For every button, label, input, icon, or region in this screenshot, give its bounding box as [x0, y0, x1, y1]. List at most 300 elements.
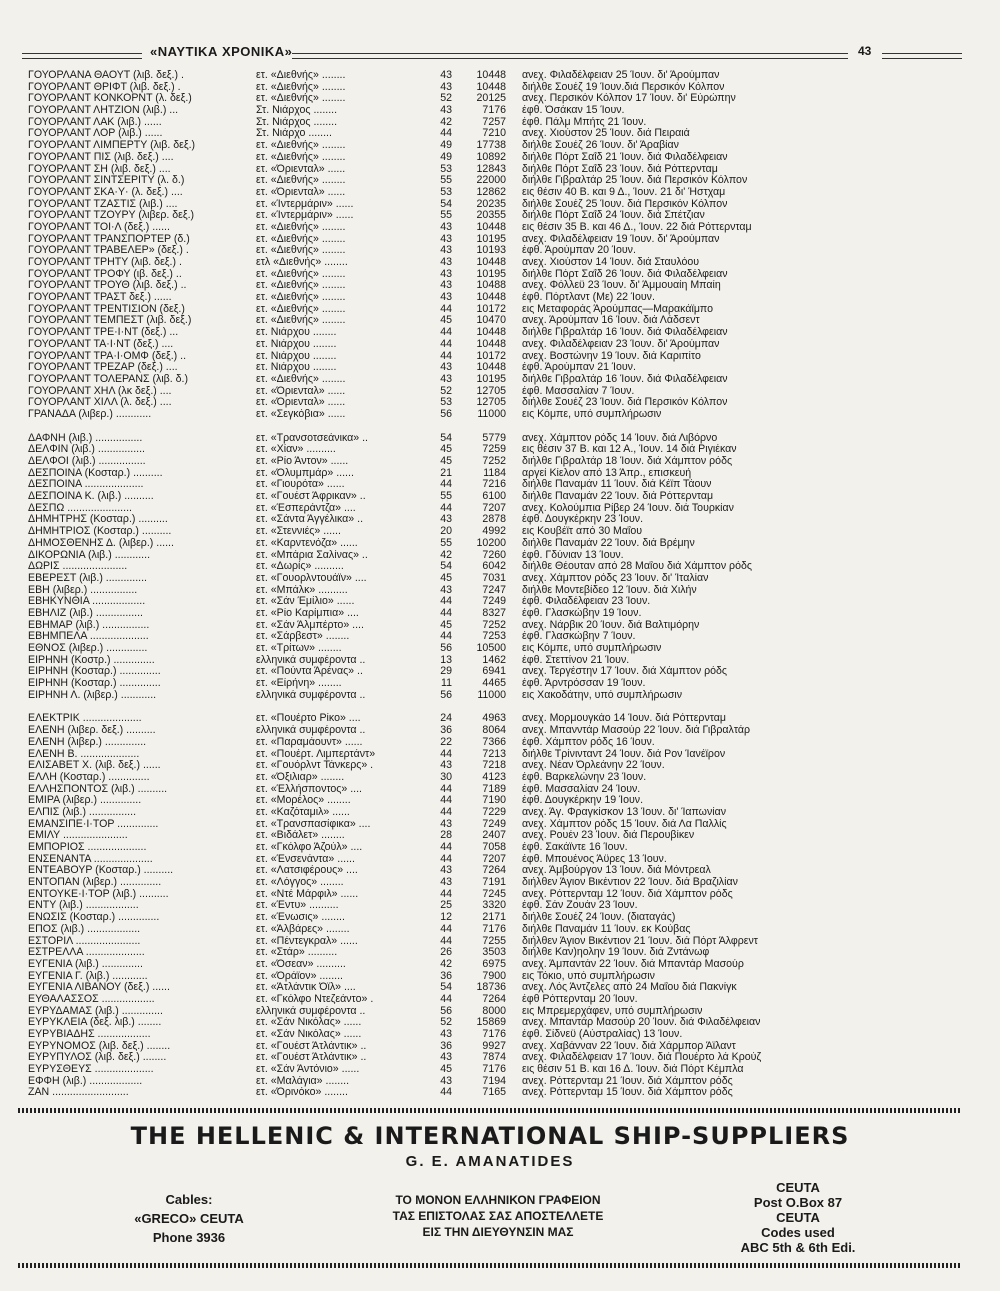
movement: ανεχ. Νάρβικ 20 Ίουν. διά Βαλτιμόρην: [522, 619, 700, 631]
tonnage: 10195: [476, 232, 506, 245]
ship-name: ΕΛΛΗΣΠΟΝΤΟΣ (λιβ.) ..........: [28, 783, 168, 795]
tonnage: 7245: [482, 887, 506, 900]
agent: ετ. «Γιουρότα» ......: [256, 479, 345, 491]
header-rule-middle: [292, 53, 848, 59]
ship-row: [28, 292, 948, 304]
movement: ανεχ. Φιλαδέλφειαν 23 Ίουν. δι' Άρούμπαν: [522, 338, 720, 350]
built-year: 44: [440, 606, 452, 619]
page-header: [22, 44, 962, 64]
built-year: 45: [440, 618, 452, 631]
ship-name: ΔΩΡΙΣ ......................: [28, 561, 128, 573]
movement: εις Κόμπε, υπό συμπλήρωσιν: [522, 408, 662, 420]
built-year: 43: [440, 256, 452, 268]
ship-name: ΕΦΦΗ (λιβ.) ..................: [28, 1075, 143, 1087]
tonnage: 7247: [482, 583, 506, 596]
ship-name: ΓΟΥΟΡΛΑΝΤ ΤΡΟΦΥ (ιβ. δεξ.) ..: [28, 268, 182, 280]
movement: έφθ. Γδύνιαν 13 Ίουν.: [522, 549, 624, 561]
agent: ετ. «Ίντερμάριν» ......: [256, 198, 354, 210]
tonnage: 7249: [482, 595, 506, 608]
movement: έφθ. Μπουένος Άϋρες 13 Ίουν.: [522, 853, 667, 865]
ship-name: ΕΠΟΣ (λιβ.) ..................: [28, 923, 141, 935]
movement: εις θέσιν 37 Β. και 12 Α., Ίουν. 14 διά Ριγιέκαν: [522, 444, 737, 456]
tonnage: 10195: [476, 267, 506, 280]
ship-row: [28, 643, 948, 655]
ad-right-line: ABC 5th & 6th Edi.: [740, 1240, 856, 1255]
movement: έφθ. Σακάϊντε 16 Ίουν.: [522, 842, 628, 853]
movement: διήλθε Πόρτ Σαΐδ 26 Ίουν. διά Φιλαδέλφειαν: [522, 268, 728, 280]
ship-name: ΔΕΣΠΟΙΝΑ ....................: [28, 479, 144, 491]
agent: ετ. «Σάρβεστ» ........: [256, 631, 350, 643]
movement: ανεχ. Βοστώνην 19 Ίουν. διά Καριπίτο: [522, 350, 701, 362]
built-year: 12: [440, 911, 452, 924]
movement: διήλθε Πόρτ Σαΐδ 23 Ίουν. διά Ρόττερνταμ: [522, 163, 718, 175]
movement: έφθ. Πόρτλαντ (Με) 22 Ίουν.: [522, 292, 655, 304]
built-year: 52: [440, 1016, 452, 1029]
movement: ανεχ. Άρούμπαν 16 Ίουν. διά Λάδσεντ: [522, 315, 700, 327]
movement: διήλθε Σουέζ 25 Ίουν. διά Περσικόν Κόλπον: [522, 198, 728, 210]
tonnage: 9927: [482, 1039, 506, 1052]
agent: ετ. «Λατσιφέρους» ....: [256, 865, 358, 877]
movement: ανεχ. Άμπαντάν 22 Ίουν. διά Μπαντάρ Μασούρ: [522, 958, 744, 970]
ship-name: ΖΑΝ ..........................: [28, 1087, 129, 1099]
built-year: 44: [440, 794, 452, 807]
ship-name: ΓΟΥΟΡΛΑΝΤ ΘΡΙΦΤ (λιβ. δεξ.) .: [28, 81, 181, 93]
agent: ετ. «Μπάρια Σαλίνας» ..: [256, 549, 368, 561]
agent: ετ. «Λόγγος» ........: [256, 877, 344, 889]
tonnage: 10200: [476, 536, 506, 549]
ship-row: [28, 959, 948, 971]
ship-name: ΕΥΡΥΚΛΕΙΑ (δεξ. λιβ.) ........: [28, 1017, 162, 1029]
movement: έφθ. Σάν Ζουάν 23 Ίουν.: [522, 900, 638, 912]
ship-name: ΕΙΡΗΝΗ (Κοσταρ.) ..............: [28, 678, 161, 690]
movement: έφθ. Γλασκώβην 7 Ίουν.: [522, 631, 636, 643]
ship-name: ΔΙΚΟΡΩΝΙΑ (λιβ.) ............: [28, 549, 151, 561]
ship-name: ΕΛΛΗ (Κοσταρ.) ..............: [28, 771, 150, 783]
agent: ετ. «Διεθνής» ........: [256, 221, 346, 233]
tonnage: 15869: [476, 1016, 506, 1029]
tonnage: 7191: [482, 876, 506, 889]
ship-name: ΕΛΕΝΗ (λιβερ.) ..............: [28, 736, 147, 748]
tonnage: 7253: [482, 630, 506, 643]
ship-name: ΔΕΣΠΩ ......................: [28, 502, 132, 514]
agent: ετ. «Ένσενάντα» ......: [256, 853, 355, 865]
ship-section: [28, 433, 948, 702]
tonnage: 7058: [482, 841, 506, 853]
built-year: 49: [440, 139, 452, 152]
tonnage: 4963: [482, 712, 506, 725]
movement: ανεχ. Τεργέστην 17 Ίουν. διά Χάμπτον ρόδς: [522, 666, 727, 678]
tonnage: 7213: [482, 747, 506, 760]
movement: διήλθε Παναμάν 11 Ίουν. εκ Κούβας: [522, 923, 691, 935]
journal-title: «ΝΑΥΤΙΚΑ ΧΡΟΝΙΚΑ»: [150, 44, 293, 59]
ship-row: [28, 152, 948, 164]
built-year: 44: [440, 127, 452, 140]
agent: ετ. «Διεθνής» ........: [256, 81, 346, 93]
tonnage: 10448: [476, 326, 506, 339]
built-year: 44: [440, 922, 452, 935]
ad-mid-line: ΕΙΣ ΤΗΝ ΔΙΕΥΘΥΝΣΙΝ ΜΑΣ: [422, 1225, 574, 1239]
agent: ετ. «Γουέστ Άτλάντικ» ..: [256, 1040, 367, 1052]
tonnage: 7257: [482, 115, 506, 128]
built-year: 45: [440, 1063, 452, 1076]
movement: έφθ. Δουγκέρκην 19 Ίουν.: [522, 795, 644, 807]
built-year: 44: [440, 302, 452, 315]
tonnage: 7190: [482, 794, 506, 807]
movement: εις θέσιν 51 Β. και 16 Δ. Ίουν. διά Πόρτ Κέμπλα: [522, 1064, 744, 1076]
built-year: 22: [440, 735, 452, 748]
ship-name: ΔΑΦΝΗ (λιβ.) ................: [28, 432, 143, 444]
tonnage: 10448: [476, 80, 506, 93]
advertisement: [18, 1108, 962, 1268]
built-year: 55: [440, 209, 452, 222]
tonnage: 17738: [476, 139, 506, 152]
ship-name: ΓΟΥΟΡΛΑΝΤ ΛΟΡ (λιβ.) ......: [28, 128, 163, 140]
agent: ετ. Νιάρχου ........: [256, 362, 337, 374]
movement: ανεχ. Άγ. Φραγκίσκον 13 Ίουν. δι' Ίαπωνίαν: [522, 806, 727, 818]
ship-name: ΓΟΥΟΡΛΑΝΤ ΧΗΛ (λκ δεξ.) ....: [28, 385, 172, 397]
tonnage: 7260: [482, 548, 506, 561]
ship-row: [28, 105, 948, 117]
movement: διήλθε Πόρτ Σαΐδ 24 Ίουν. διά Σπέτζιαν: [522, 210, 705, 222]
movement: ανεχ. Φιλαδέλφειαν 19 Ίουν. δι' Άρούμπαν: [522, 233, 720, 245]
agent: ετ. «Γκόλφο Ντεζεάντο» .: [256, 993, 374, 1005]
movement: διήλθε Τρίνινταντ 24 Ίουν. διά Ρον Ίανέϊρον: [522, 748, 726, 760]
agent: ετ. «Όριενταλ» ......: [256, 397, 346, 409]
agent: ετ. «Άτλάντικ Όϊλ» ....: [256, 982, 356, 994]
built-year: 45: [440, 314, 452, 327]
ship-listing: [28, 70, 948, 1111]
movement: εις Τόκιο, υπό συμπλήρωσιν: [522, 970, 655, 982]
ship-row: [28, 456, 948, 468]
ship-name: ΔΗΜΟΣΘΕΝΗΣ Δ. (λιβερ.) ......: [28, 537, 174, 549]
ad-right-line: Post O.Box 87: [753, 1195, 843, 1210]
ad-right-line: CEUTA: [776, 1210, 820, 1225]
agent: ετ. «Έντυ» ..........: [256, 900, 339, 912]
ship-name: ΕΥΡΥΒΙΑΔΗΣ ..................: [28, 1029, 151, 1040]
built-year: 44: [440, 887, 452, 900]
agent: ετ. Νιάρχου ........: [256, 350, 337, 362]
tonnage: 10195: [476, 372, 506, 385]
built-year: 43: [440, 864, 452, 877]
ship-name: ΕΥΡΥΣΘΕΥΣ ....................: [28, 1064, 154, 1076]
tonnage: 7252: [482, 455, 506, 467]
page-number: 43: [858, 44, 872, 58]
ship-name: ΕΘΝΟΣ (λιβερ.) ..............: [28, 643, 148, 654]
built-year: 44: [440, 337, 452, 350]
movement: εις θέσιν 35 Β. και 46 Δ., Ίουν. 22 διά Ρόττερνταμ: [522, 221, 752, 233]
agent: ετ. «Γουέστ Άφρικαν» ..: [256, 491, 366, 503]
tonnage: 7176: [482, 1028, 506, 1040]
movement: ανεχ. Κολούμπια Ρίβερ 24 Ίουν. διά Τουρκίαν: [522, 502, 734, 514]
agent: ετ. «Τρίτων» ........: [256, 643, 342, 654]
movement: έφθ. Μασσαλίαν 7 Ίουν.: [522, 385, 635, 397]
tonnage: 7229: [482, 805, 506, 818]
ship-name: ΓΟΥΟΡΛΑΝΤ ΛΗΤΖΙΟΝ (λιβ.) ...: [28, 105, 179, 117]
built-year: 43: [440, 583, 452, 596]
built-year: 43: [440, 372, 452, 385]
tonnage: 10193: [476, 244, 506, 257]
ship-row: [28, 737, 948, 749]
movement: ανεχ. Χιούστον 14 Ίουν. διά Σταυλόου: [522, 257, 700, 268]
tonnage: 7216: [482, 478, 506, 491]
ship-name: ΓΟΥΟΡΛΑΝΤ ΛΑΚ (λιβ.) ......: [28, 116, 162, 128]
agent: ελληνικά συμφέροντα ..: [256, 689, 366, 701]
ship-name: ΓΟΥΟΡΛΑΝΤ ΧΙΛΛ (λ. δεξ.) ....: [28, 397, 172, 409]
ship-name: ΔΗΜΗΤΡΙΟΣ (Κοσταρ.) ..........: [28, 526, 172, 538]
ship-row: [28, 807, 948, 819]
ship-name: ΓΟΥΟΡΛΑΝΤ ΤΖΟΥΡΥ (λιβερ. δεξ.): [28, 210, 195, 222]
ship-name: ΓΟΥΟΡΛΑΝΤ ΤΟΙ·Λ (δεξ.) ......: [28, 221, 170, 233]
tonnage: 6100: [482, 490, 506, 503]
tonnage: 10448: [476, 337, 506, 350]
tonnage: 10448: [476, 256, 506, 268]
built-year: 43: [440, 759, 452, 772]
ship-name: ΕΜΑΝΣΙΠΕ·Ι·ΤΟΡ ..............: [28, 818, 159, 830]
built-year: 44: [440, 841, 452, 853]
tonnage: 10448: [476, 291, 506, 304]
ship-name: ΓΟΥΟΡΛΑΝΤ ΤΡΑΣΤ δεξ.) ......: [28, 292, 172, 304]
built-year: 42: [440, 957, 452, 970]
tonnage: 7207: [482, 852, 506, 865]
tonnage: 20235: [476, 197, 506, 210]
built-year: 28: [440, 829, 452, 842]
movement: ανεχ. Περσικόν Κόλπον 17 Ίουν. δι' Εύρώπην: [522, 93, 736, 105]
movement: διήλθεν Άγιον Βικέντιον 22 Ίουν. διά Βραζιλίαν: [522, 877, 738, 889]
tonnage: 7900: [482, 969, 506, 982]
built-year: 55: [440, 536, 452, 549]
ad-greek-notice: [318, 1192, 678, 1240]
movement: διήλθε Παναμάν 22 Ίουν. διά Βρέμην: [522, 537, 695, 549]
agent: Στ. Νιάρχος ........: [256, 105, 338, 117]
ad-left-line: «GRECO» CEUTA: [134, 1211, 244, 1226]
tonnage: 5779: [482, 431, 506, 444]
tonnage: 7218: [482, 759, 506, 772]
tonnage: 10488: [476, 279, 506, 292]
agent: ετ. «Όσεαν» ..........: [256, 958, 346, 970]
ship-name: ΓΟΥΟΡΛΑΝΑ ΘΑΟΥΤ (λιβ. δεξ.) .: [28, 70, 184, 81]
ad-right-line: Codes used: [761, 1225, 835, 1240]
ship-row: [28, 690, 948, 702]
movement: διήλθε Θέουταν από 28 Μαΐου διά Χάμπτον ρόδς: [522, 561, 752, 573]
tonnage: 20125: [476, 92, 506, 105]
agent: ετ. «Πουέρτο Ρίκο» ....: [256, 713, 361, 725]
movement: εις Κόμπε, υπό συμπλήρωσιν: [522, 643, 662, 654]
ship-section: [28, 713, 948, 1099]
agent: Στ. Νιάρχο ........: [256, 128, 332, 140]
built-year: 49: [440, 150, 452, 163]
tonnage: 7255: [482, 934, 506, 947]
tonnage: 7176: [482, 922, 506, 935]
built-year: 44: [440, 595, 452, 608]
built-year: 53: [440, 185, 452, 198]
agent: ετ. «Πούντα Άρένας» ..: [256, 666, 363, 678]
movement: αργεί Κίελον από 13 Άπρ., επισκευή: [522, 467, 692, 479]
tonnage: 12862: [476, 185, 506, 198]
built-year: 43: [440, 291, 452, 304]
movement: ανεχ. Νέαν Όρλεάνην 22 Ίουν.: [522, 760, 665, 772]
ship-row: [28, 842, 948, 854]
built-year: 43: [440, 876, 452, 889]
agent: ετ. «Βιδάλετ» ........: [256, 830, 345, 842]
agent: ετ. «Όριενταλ» ......: [256, 186, 346, 198]
tonnage: 7194: [482, 1074, 506, 1087]
ship-name: ΕΥΡΥΝΟΜΟΣ (λιβ. δεξ.) ........: [28, 1040, 171, 1052]
built-year: 43: [440, 80, 452, 93]
tonnage: 10448: [476, 69, 506, 81]
ship-row: [28, 187, 948, 199]
agent: ετ. «Τρανσοτσεάνικα» ..: [256, 432, 368, 444]
ship-name: ΓΟΥΟΡΛΑΝΤ ΤΟΛΕΡΑΝΣ (λιβ. δ.): [28, 373, 189, 385]
ship-name: ΕΝΤΟΥΚΕ·Ι·ΤΟΡ (λιβ.) ..........: [28, 888, 169, 900]
agent: ετ. «Όρινόκο» ........: [256, 1087, 348, 1099]
agent: Στ. Νιάρχος ........: [256, 116, 338, 128]
tonnage: 12705: [476, 384, 506, 397]
ship-name: ΕΒΗΚΥΝΘΙΑ ..................: [28, 596, 146, 608]
built-year: 11: [441, 677, 452, 690]
built-year: 26: [440, 946, 452, 959]
built-year: 42: [440, 115, 452, 128]
built-year: 43: [440, 1051, 452, 1064]
movement: διήλθε Γιβραλτάρ 25 Ίουν. διά Περσικόν Κόλπον: [522, 175, 748, 187]
built-year: 36: [440, 1039, 452, 1052]
agent: ετ. «Πέντεγκραλ» ......: [256, 935, 358, 947]
ship-name: ΕΙΡΗΝΗ (Κοστρ.) ..............: [28, 654, 155, 666]
ship-name: ΕΝΩΣΙΣ (Κοσταρ.) ..............: [28, 912, 160, 924]
ship-name: ΕΒΕΡΕΣΤ (λιβ.) ..............: [28, 572, 147, 584]
ad-right-line: CEUTA: [776, 1180, 820, 1195]
agent: ετ. «Διεθνής» ........: [256, 175, 346, 187]
ship-name: ΕΜΙΡΑ (λιβερ.) ..............: [28, 795, 142, 807]
agent: ετ. «Γουόρλντ Τάνκερς» .: [256, 760, 374, 772]
movement: ανεχ. Ρόττερνταμ 12 Ίουν. διά Χάμπτον ρόδς: [522, 888, 733, 900]
agent: ετ. Νιάρχου ........: [256, 338, 337, 350]
agent: ετ. «Διεθνής» ........: [256, 151, 346, 163]
agent: ετ. «Μορέλος» ........: [256, 795, 351, 807]
tonnage: 7210: [482, 127, 506, 140]
agent: ετ. «Πουέρτ. Λιμπερτάντ»: [256, 748, 376, 760]
tonnage: 6975: [482, 957, 506, 970]
tonnage: 8000: [482, 1004, 506, 1017]
built-year: 24: [440, 712, 452, 725]
agent: ετ. «Διεθνής» ........: [256, 70, 346, 81]
ad-left-line: Phone 3936: [152, 1230, 226, 1245]
ship-row: [28, 1064, 948, 1076]
agent: ετ. «Όριενταλ» ......: [256, 163, 346, 175]
ship-name: ΓΟΥΟΡΛΑΝΤ ΣΚΑ·Υ· (λ. δεξ.) ....: [28, 186, 183, 198]
ship-row: [28, 409, 948, 421]
movement: έφθ. Φιλαδέλφειαν 23 Ίουν.: [522, 596, 651, 608]
built-year: 44: [440, 992, 452, 1005]
ship-name: ΓΟΥΟΡΛΑΝΤ ΛΙΜΠΕΡΤΥ (λιβ. δεξ.): [28, 140, 196, 152]
ship-name: ΕΒΗΜΠΕΛΑ ....................: [28, 631, 149, 643]
tonnage: 1462: [482, 653, 506, 666]
built-year: 36: [440, 969, 452, 982]
movement: εις Χακοδάτην, υπό συμπλήρωσιν: [522, 689, 683, 701]
movement: έφθ. Άρούμπαν 21 Ίουν.: [522, 362, 636, 374]
built-year: 43: [440, 232, 452, 245]
ship-name: ΔΕΛΦΙΝ (λιβ.) ................: [28, 444, 145, 456]
movement: έφθ. Σίδνεϋ (Αύστραλίας) 13 Ίουν.: [522, 1029, 683, 1040]
tonnage: 7259: [482, 443, 506, 456]
tonnage: 4123: [482, 770, 506, 783]
ship-row: [28, 339, 948, 351]
built-year: 30: [440, 770, 452, 783]
movement: διήλθε Σουέζ 24 Ίουν. (διαταγάς): [522, 912, 676, 924]
movement: εις Μπρεμερχάφεν, υπό συμπλήρωσιν: [522, 1005, 703, 1017]
agent: ετ. «Σεγκόβια» ......: [256, 408, 346, 420]
tonnage: 7366: [482, 735, 506, 748]
ship-name: ΕΣΤΡΕΛΛΑ ....................: [28, 947, 145, 959]
tonnage: 12705: [476, 396, 506, 409]
ship-name: ΓΡΑΝΑΔΑ (λιβερ.) ............: [28, 408, 152, 420]
ship-name: ΓΟΥΟΡΛΑΝΤ ΤΡΕ·Ι·ΝΤ (δεξ.) ...: [28, 327, 179, 339]
built-year: 43: [440, 513, 452, 526]
built-year: 54: [440, 431, 452, 444]
tonnage: 7264: [482, 864, 506, 877]
tonnage: 12843: [476, 162, 506, 175]
built-year: 44: [440, 805, 452, 818]
tonnage: 7874: [482, 1051, 506, 1064]
built-year: 43: [440, 817, 452, 830]
ship-section: [28, 70, 948, 421]
ship-name: ΔΕΛΦΟΙ (λιβ.) ................: [28, 456, 146, 467]
ship-name: ΕΛΕΚΤΡΙΚ ....................: [28, 713, 142, 725]
built-year: 44: [440, 501, 452, 514]
ship-name: ΓΟΥΟΡΛΑΝΤ ΤΡΕΝΤΙΣΙΟΝ (δεξ.): [28, 303, 185, 315]
built-year: 43: [440, 267, 452, 280]
movement: ανεχ. Άμβούργον 13 Ίουν. διά Μόντρεαλ: [522, 865, 711, 877]
ship-name: ΕΥΓΕΝΙΑ ΛΙΒΑΝΟΥ (δεξ.) ......: [28, 982, 170, 994]
movement: ανεχ. Ρόττερνταμ 21 Ίουν. διά Χάμπτον ρόδς: [522, 1075, 733, 1087]
agent: ετ. «Έσπεράντζα» ....: [256, 502, 356, 514]
built-year: 44: [440, 630, 452, 643]
built-year: 20: [440, 525, 452, 538]
built-year: 54: [440, 560, 452, 573]
ship-name: ΓΟΥΟΡΛΑΝΤ ΤΡΑ·Ι·ΟΜΦ (δεξ.) ..: [28, 350, 187, 362]
agent: ετ. «Διεθνής» ........: [256, 93, 346, 105]
agent: ετ. «Είρήνη» ........: [256, 678, 342, 690]
agent: ετ. «Δωρίς» ..........: [256, 561, 344, 573]
tonnage: 8327: [482, 606, 506, 619]
built-year: 45: [440, 571, 452, 584]
ship-name: ΕΛΕΝΗ (λιβερ. δεξ.) ..........: [28, 725, 156, 737]
ship-row: [28, 772, 948, 784]
agent: ετ. «Σάν Νικόλας» ......: [256, 1017, 362, 1029]
built-year: 43: [440, 104, 452, 117]
movement: εις Μεταφοράς Άρούμπας—Μαρακάϊμπο: [522, 303, 713, 315]
tonnage: 6941: [482, 665, 506, 678]
movement: έφθ. Στεττίνον 21 Ίουν.: [522, 654, 630, 666]
built-year: 43: [440, 1074, 452, 1087]
agent: ετ. «Γκόλφο Άζούλ» ....: [256, 842, 363, 853]
ship-row: [28, 222, 948, 234]
ship-row: [28, 994, 948, 1006]
ship-name: ΓΟΥΟΡΛΑΝΤ ΤΖΑΣΤΙΣ (λιβ.) ....: [28, 198, 178, 210]
movement: ανεχ. Χάμπτον ρόδς 23 Ίουν. δι' Ίταλίαν: [522, 572, 709, 584]
movement: διήλθεν Άγιον Βικέντιον 21 Ίουν. διά Πόρτ Άλφρεντ: [522, 935, 758, 947]
ship-name: ΕΥΡΥΠΥΛΟΣ (λιβ. δεξ.) ........: [28, 1052, 167, 1064]
ship-row: [28, 538, 948, 550]
tonnage: 10172: [476, 349, 506, 362]
built-year: 53: [440, 162, 452, 175]
built-year: 54: [440, 981, 452, 994]
ship-name: ΔΕΣΠΟΙΝΑ Κ. (λιβ.) ..........: [28, 491, 154, 503]
agent: ετ. «Διεθνής» ........: [256, 233, 346, 245]
ship-name: ΕΥΓΕΝΙΑ Γ. (λιβ.) ............: [28, 970, 148, 982]
ad-contact-cables: [114, 1190, 264, 1247]
tonnage: 4992: [482, 525, 506, 538]
agent: ετ. «Μπάλκ» ..........: [256, 584, 348, 596]
